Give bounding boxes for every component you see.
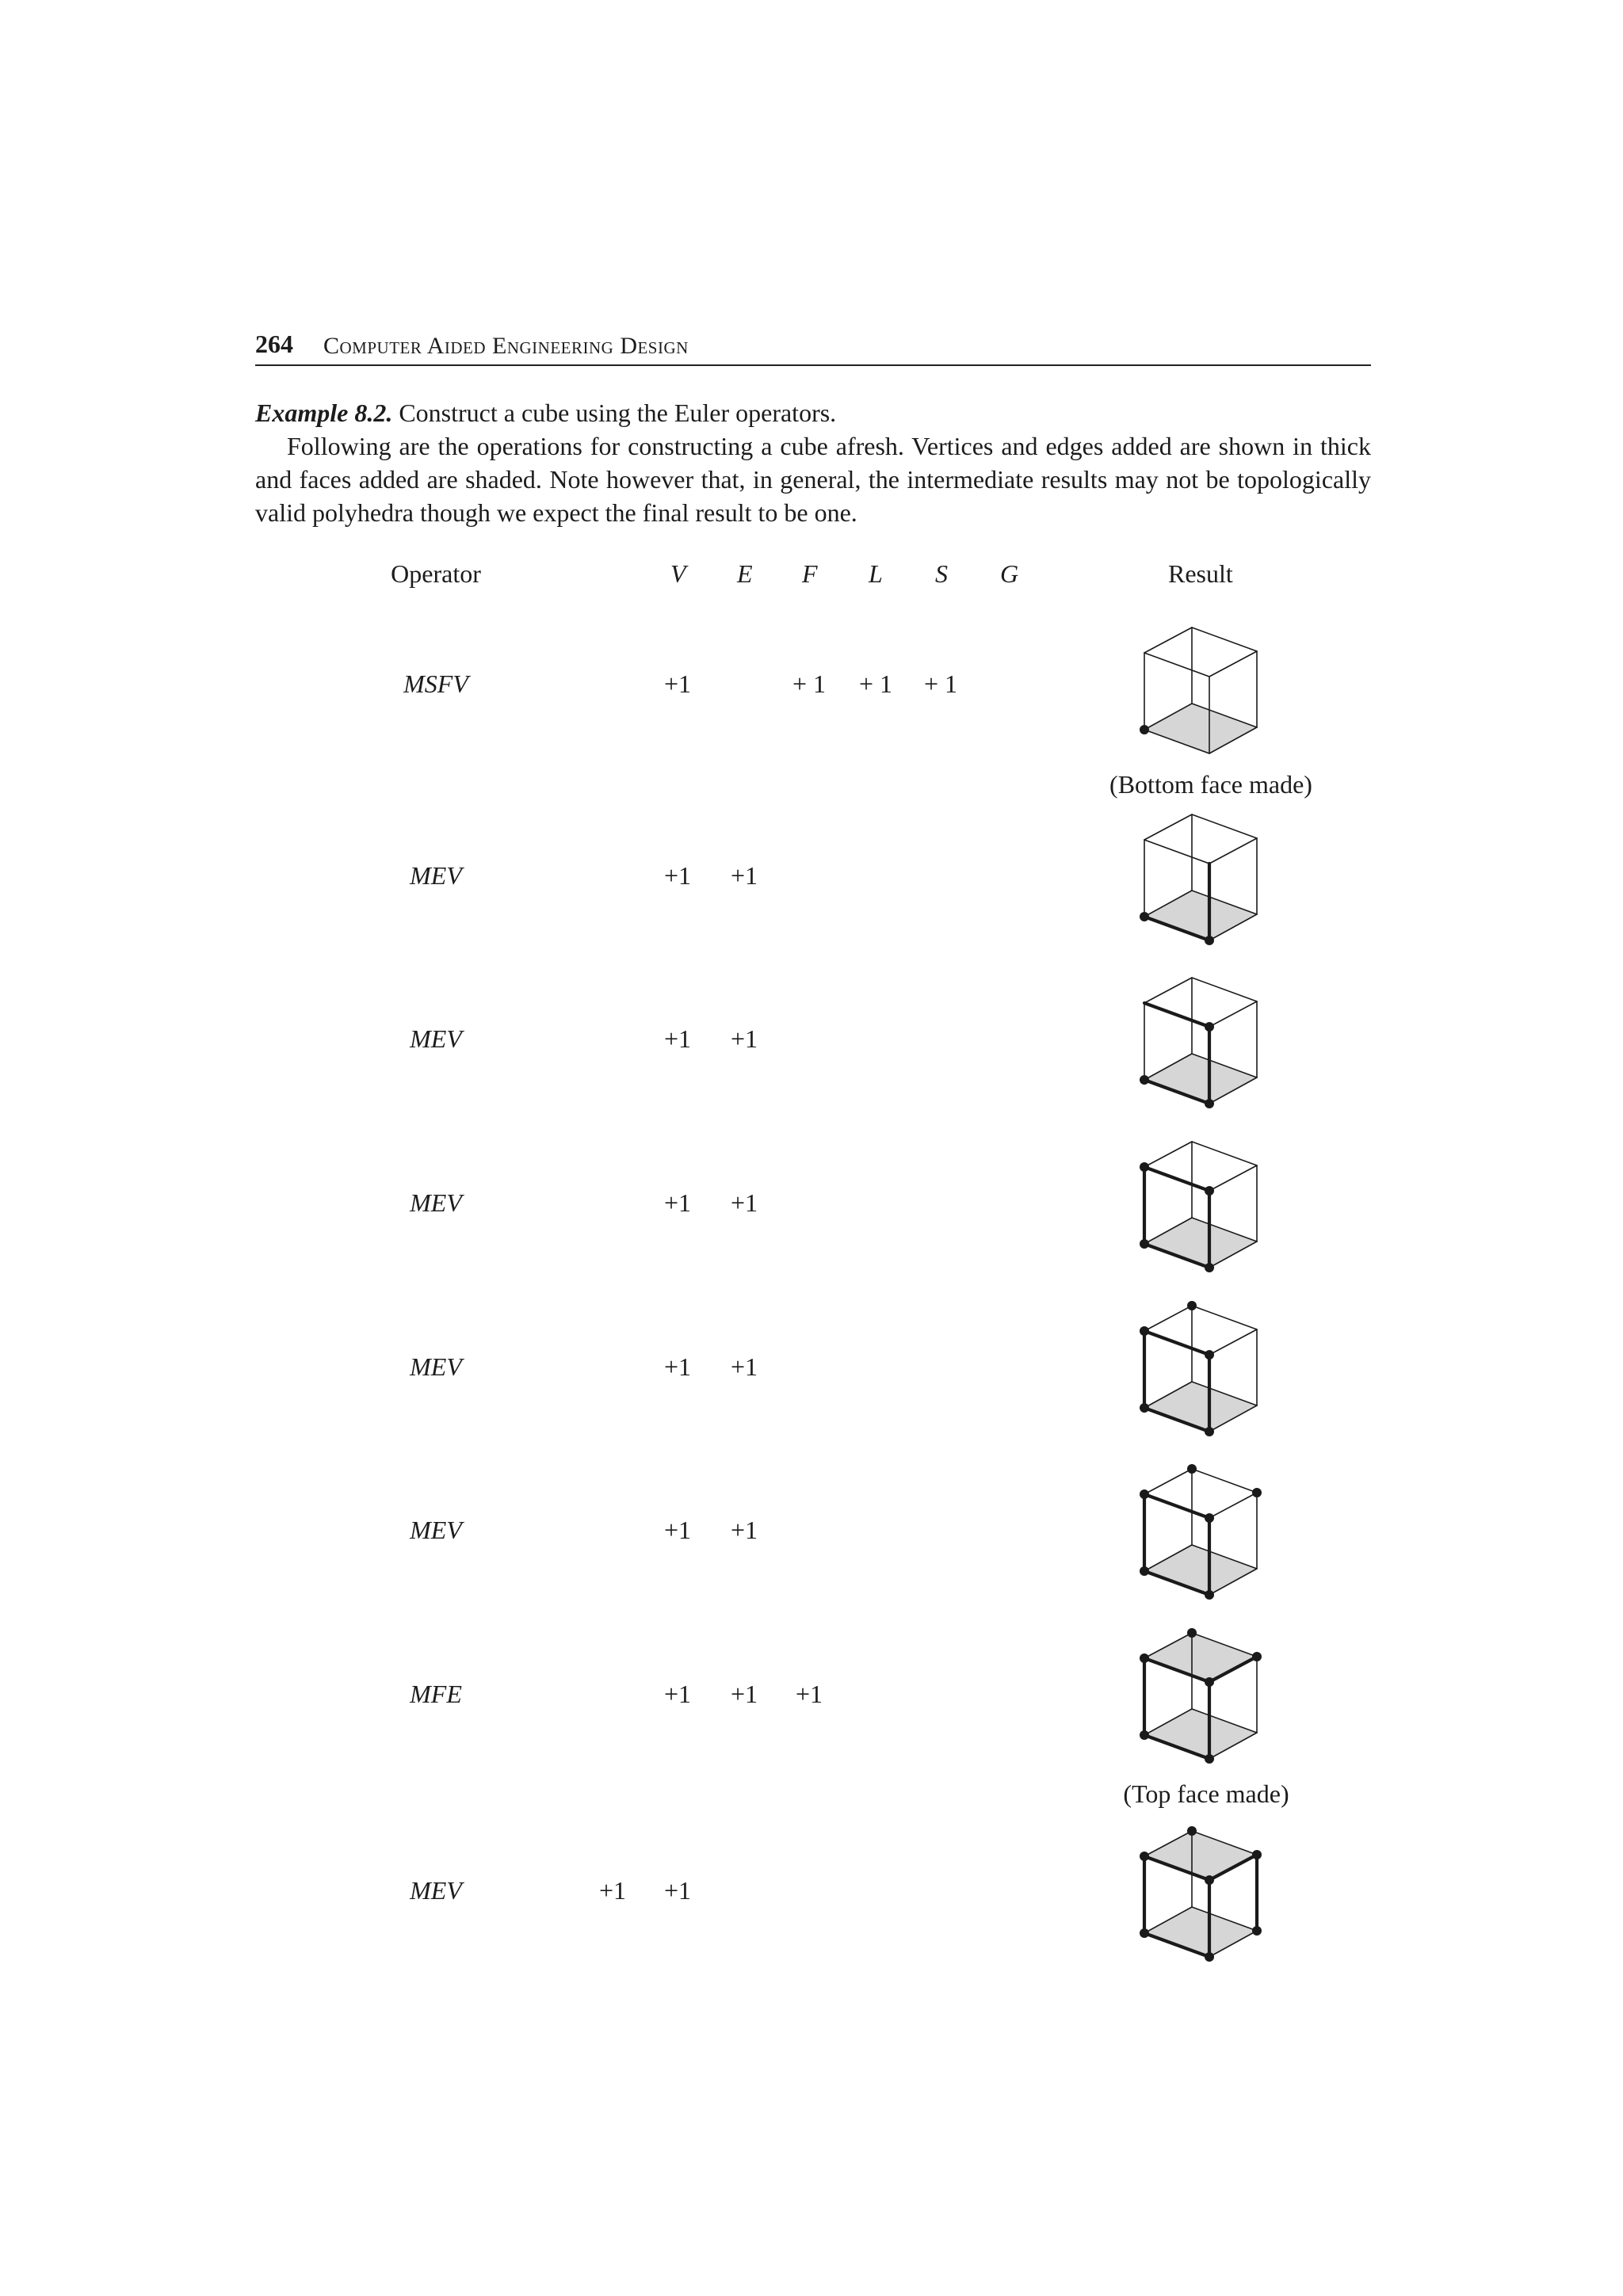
cube-vertex-dot [1205, 1677, 1214, 1687]
column-header-v: V [670, 559, 686, 588]
row-value: +1 [731, 1188, 758, 1217]
cube-edge [1144, 840, 1209, 864]
page-number: 264 [255, 330, 293, 358]
cube-vertex-dot [1140, 1075, 1149, 1085]
cube-vertex-dot [1140, 1326, 1149, 1336]
cube-step-8 [1133, 1810, 1276, 1969]
cube-vertex-dot [1205, 1022, 1214, 1032]
bottom-face-shading [1144, 1709, 1257, 1759]
example-label: Example 8.2. [255, 399, 393, 427]
row-value: +1 [731, 1680, 758, 1708]
operator-mev: MEV [410, 1876, 462, 1905]
cube-step-3 [1133, 957, 1276, 1116]
top-face-shading [1144, 1633, 1257, 1682]
cube-edge [1192, 1469, 1257, 1493]
cube-vertex-dot [1140, 1566, 1149, 1576]
cube-edge [1144, 1306, 1192, 1331]
row-value: +1 [664, 669, 692, 698]
cube-edge-thick [1144, 1331, 1209, 1355]
bottom-face-shading [1144, 1545, 1257, 1595]
column-header-operator: Operator [391, 559, 481, 588]
cube-vertex-dot [1140, 1489, 1149, 1499]
cube-edge [1192, 814, 1257, 838]
cube-vertex-dot [1252, 1850, 1262, 1859]
cube-vertex-dot [1187, 1826, 1197, 1836]
running-header [255, 330, 1371, 366]
cube-vertex-dot [1187, 1464, 1197, 1474]
cube-vertex-dot [1205, 1186, 1214, 1196]
top-face-shading [1144, 1831, 1257, 1880]
cube-edge-thick [1144, 1167, 1209, 1191]
cube-step-4 [1133, 1121, 1276, 1280]
cube-edge [1209, 1165, 1257, 1191]
cube-vertex-dot [1140, 1852, 1149, 1861]
cube-edge [1209, 1001, 1257, 1027]
cube-edge [1209, 1493, 1257, 1518]
cube-vertex-dot [1205, 1754, 1214, 1764]
cube-step-5 [1133, 1285, 1276, 1444]
operator-msfv: MSFV [403, 669, 468, 698]
result-caption: (Top face made) [1123, 1779, 1289, 1808]
cube-edge-thick [1144, 1494, 1209, 1518]
cube-vertex-dot [1205, 1875, 1214, 1885]
cube-vertex-dot [1205, 1513, 1214, 1523]
operator-mev: MEV [410, 1188, 462, 1217]
cube-edge [1209, 838, 1257, 864]
row-value: +1 [664, 1516, 692, 1544]
cube-vertex-dot [1140, 725, 1149, 734]
cube-vertex-dot [1252, 1488, 1262, 1497]
bottom-face-shading [1144, 1907, 1257, 1957]
cube-edge [1144, 627, 1192, 653]
column-header-l: L [869, 559, 883, 588]
column-header-e: E [737, 559, 753, 588]
example-body: Following are the operations for constructing a cube afresh. Vertices and edges added are shown in thick and faces added are shaded. Note however that, in general, the intermediate results may not be topologically valid polyhedra though we expect the final result to be one. [255, 432, 1371, 527]
bottom-face-shading [1144, 1382, 1257, 1432]
operator-mev: MEV [410, 1516, 462, 1544]
row-value: + 1 [792, 669, 827, 698]
row-value: + 1 [859, 669, 893, 698]
cube-vertex-dot [1252, 1926, 1262, 1936]
cube-vertex-dot [1140, 1162, 1149, 1172]
cube-edge [1192, 627, 1257, 651]
cube-edge [1144, 814, 1192, 840]
row-value: +1 [599, 1876, 627, 1905]
cube-edge [1209, 651, 1257, 677]
row-value: +1 [664, 1876, 692, 1905]
example-heading [255, 396, 1371, 429]
cube-edge [1144, 1469, 1192, 1494]
column-header-g: G [1000, 559, 1019, 588]
example-title: Construct a cube using the Euler operators. [399, 399, 837, 427]
row-value: +1 [664, 1352, 692, 1381]
bottom-face-shading [1144, 891, 1257, 940]
operator-mev: MEV [410, 1024, 462, 1053]
cube-step-7 [1133, 1612, 1276, 1771]
cube-edge [1192, 978, 1257, 1001]
cube-edge [1144, 1142, 1192, 1167]
column-header-result: Result [1168, 559, 1233, 588]
bottom-face-shading [1144, 1218, 1257, 1268]
cube-vertex-dot [1205, 1350, 1214, 1360]
cube-vertex-dot [1140, 912, 1149, 921]
cube-vertex-dot [1205, 1263, 1214, 1272]
cube-vertex-dot [1205, 1952, 1214, 1962]
cube-vertex-dot [1140, 1653, 1149, 1663]
running-head-title: Computer Aided Engineering Design [323, 333, 689, 359]
row-value: +1 [796, 1680, 823, 1708]
cube-edge [1144, 653, 1209, 677]
cube-vertex-dot [1205, 1427, 1214, 1436]
operator-mev: MEV [410, 1352, 462, 1381]
operator-mev: MEV [410, 861, 462, 890]
row-value: +1 [731, 861, 758, 890]
bottom-face-shading [1144, 704, 1257, 753]
cube-vertex-dot [1187, 1628, 1197, 1638]
cube-edge-thick [1144, 1003, 1209, 1027]
row-value: +1 [664, 1024, 692, 1053]
cube-vertex-dot [1205, 936, 1214, 945]
row-value: +1 [731, 1516, 758, 1544]
cube-edge [1192, 1142, 1257, 1165]
column-header-f: F [802, 559, 818, 588]
row-value: +1 [731, 1352, 758, 1381]
cube-vertex-dot [1252, 1652, 1262, 1661]
operator-mfe: MFE [410, 1680, 462, 1708]
cube-vertex-dot [1140, 1403, 1149, 1413]
row-value: + 1 [924, 669, 958, 698]
cube-vertex-dot [1140, 1928, 1149, 1938]
cube-edge [1144, 978, 1192, 1003]
bottom-face-shading [1144, 1054, 1257, 1104]
cube-step-2 [1133, 794, 1276, 952]
cube-vertex-dot [1187, 1301, 1197, 1310]
cube-edge [1209, 1329, 1257, 1355]
cube-vertex-dot [1140, 1730, 1149, 1740]
cube-vertex-dot [1205, 1590, 1214, 1600]
row-value: +1 [664, 1680, 692, 1708]
cube-edge [1192, 1306, 1257, 1329]
cube-vertex-dot [1205, 1099, 1214, 1108]
row-value: +1 [664, 1188, 692, 1217]
cube-step-6 [1133, 1448, 1276, 1607]
column-header-s: S [935, 559, 948, 588]
cube-step-1 [1133, 607, 1276, 765]
row-value: +1 [664, 861, 692, 890]
row-value: +1 [731, 1024, 758, 1053]
result-caption: (Bottom face made) [1109, 770, 1312, 799]
cube-vertex-dot [1140, 1239, 1149, 1249]
